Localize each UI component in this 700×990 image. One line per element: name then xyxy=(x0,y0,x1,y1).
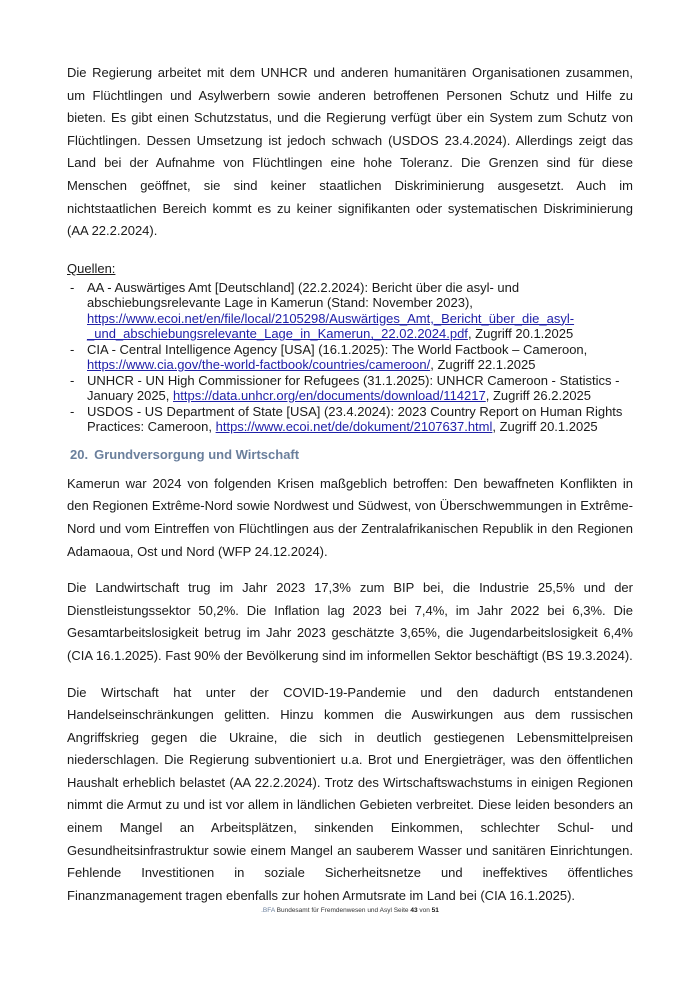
paragraph-refugee-protection: Die Regierung arbeitet mit dem UNHCR und anderen humanitären Organisationen zusammen, um Flüchtlingen und Asylwerbern sowie anderen betroffenen Personen Schutz und Hilfe zu bieten. Es gibt einen Schutzstatus, und die Regierung verfügt über ein System zum Schutz von Flüchtlingen. Dessen Umsetzung ist jedoch schwach (USDOS 23.4.2024). Allerdings zeigt das Land bei der Aufnahme von Flüchtlingen eine hohe Toleranz. Die Grenzen sind für diese Menschen geöffnet, sie sind keiner staatlichen Diskriminierung ausgesetzt. Auch im nichtstaatlichen Bereich kommt es zu keiner signifikanten oder systematischen Diskriminierung (AA 22.2.2024). xyxy=(67,65,633,239)
section-heading xyxy=(70,447,633,463)
total-pages: 51 xyxy=(431,907,439,914)
list-dash: - xyxy=(70,279,75,295)
source-link-usdos[interactable]: https://www.ecoi.net/de/dokument/2107637.html xyxy=(215,419,493,435)
current-page: 43 xyxy=(410,907,418,914)
paragraph-economy-situation: Die Wirtschaft hat unter der COVID-19-Pandemie und den dadurch entstandenen Handelseinschränkungen gelitten. Hinzu kommen die Auswirkungen aus dem russischen Angriffskrieg gegen die Ukraine, die sich in deutlich gestiegenen Lebensmittelpreisen niederschlagen. Die Regierung subventioniert u.a. Brot und Energieträger, was den öffentlichen Haushalt erheblich belastet (AA 22.2.2024). Trotz des Wirtschaftswachstums in einigen Regionen nimmt die Armut zu und ist vor allem in ländlichen Gebieten verbreitet. Diese leiden besonders an einem Mangel an Arbeitsplätzen, sinkenden Einkommen, schlechter Schul- und Gesundheitsinfrastruktur sowie einem Mangel an sauberem Wasser und sanitären Einrichtungen. Fehlende Investitionen in soziale Sicherheitsnetze und ineffektives öffentliches Finanzmanagement tragen ebenfalls zur hohen Armutsrate im Land bei (CIA 16.1.2025). xyxy=(67,684,633,903)
section-number: 20. xyxy=(70,446,89,462)
page-footer: .BFA Bundesamt für Fremdenwesen und Asyl Seite 43 von 51 xyxy=(261,907,439,914)
list-dash: - xyxy=(70,403,75,419)
source-item-aa: - AA - Auswärtiges Amt [Deutschland] (22.2.2024): Bericht über die asyl- und abschiebungsrelevante Lage in Kamerun (Stand: November 2023), https://www.ecoi.net/en/file/local/2105298/Auswärtiges_Amt,_Bericht_über_die_asyl-_und_abschiebungsrelevante_Lage_in_Kamerun,_22.02.2024.pdf, Zugriff 20.1.2025 xyxy=(70,279,575,342)
source-link-cia[interactable]: https://www.cia.gov/the-world-factbook/countries/cameroon/ xyxy=(87,357,431,373)
list-dash: - xyxy=(70,372,75,388)
sources-list xyxy=(67,280,633,435)
sources-title: Quellen: xyxy=(67,260,116,276)
bfa-logo: .BFA xyxy=(261,907,275,914)
list-dash: - xyxy=(70,341,75,357)
source-item-unhcr: - UNHCR - UN High Commissioner for Refugees (31.1.2025): UNHCR Cameroon - Statistics - January 2025, https://data.unhcr.org/en/documents/download/114217, Zugriff 26.2.2025 xyxy=(70,372,620,404)
source-link-aa[interactable]: https://www.ecoi.net/en/file/local/2105298/Auswärtiges_Amt,_Bericht_über_die_asyl-_und_abschiebungsrelevante_Lage_in_Kamerun,_22.02.2024.pdf xyxy=(87,310,575,342)
source-link-unhcr[interactable]: https://data.unhcr.org/en/documents/download/114217 xyxy=(173,388,486,404)
document-page xyxy=(67,62,633,907)
source-item-usdos: - USDOS - US Department of State [USA] (23.4.2024): 2023 Country Report on Human Rights Practices: Cameroon, https://www.ecoi.net/de/dokument/2107637.html, Zugriff 20.1.2025 xyxy=(70,403,623,435)
paragraph-economy-stats: Die Landwirtschaft trug im Jahr 2023 17,3% zum BIP bei, die Industrie 25,5% und der Dienstleistungssektor 50,2%. Die Inflation lag 2023 bei 7,4%, im Jahr 2022 bei 6,3%. Die Gesamtarbeitslosigkeit betrug im Jahr 2023 geschätzte 3,65%, die Jugendarbeitslosigkeit 6,4% (CIA 16.1.2025). Fast 90% der Bevölkerung sind im informellen Sektor beschäftigt (BS 19.3.2024). xyxy=(67,580,633,663)
paragraph-crises: Kamerun war 2024 von folgenden Krisen maßgeblich betroffen: Den bewaffneten Konflikten in den Regionen Extrême-Nord sowie Nordwest und Südwest, von Überschwemmungen in Extrême-Nord und vom Eintreffen von Flüchtlingen aus der Zentralafrikanischen Republik in den Regionen Adamaoua, Ost und Nord (WFP 24.12.2024). xyxy=(67,475,633,559)
source-item-cia: - CIA - Central Intelligence Agency [USA] (16.1.2025): The World Factbook – Cameroon, https://www.cia.gov/the-world-factbook/countries/cameroon/, Zugriff 22.1.2025 xyxy=(70,341,588,373)
section-title: Grundversorgung und Wirtschaft xyxy=(94,446,300,462)
